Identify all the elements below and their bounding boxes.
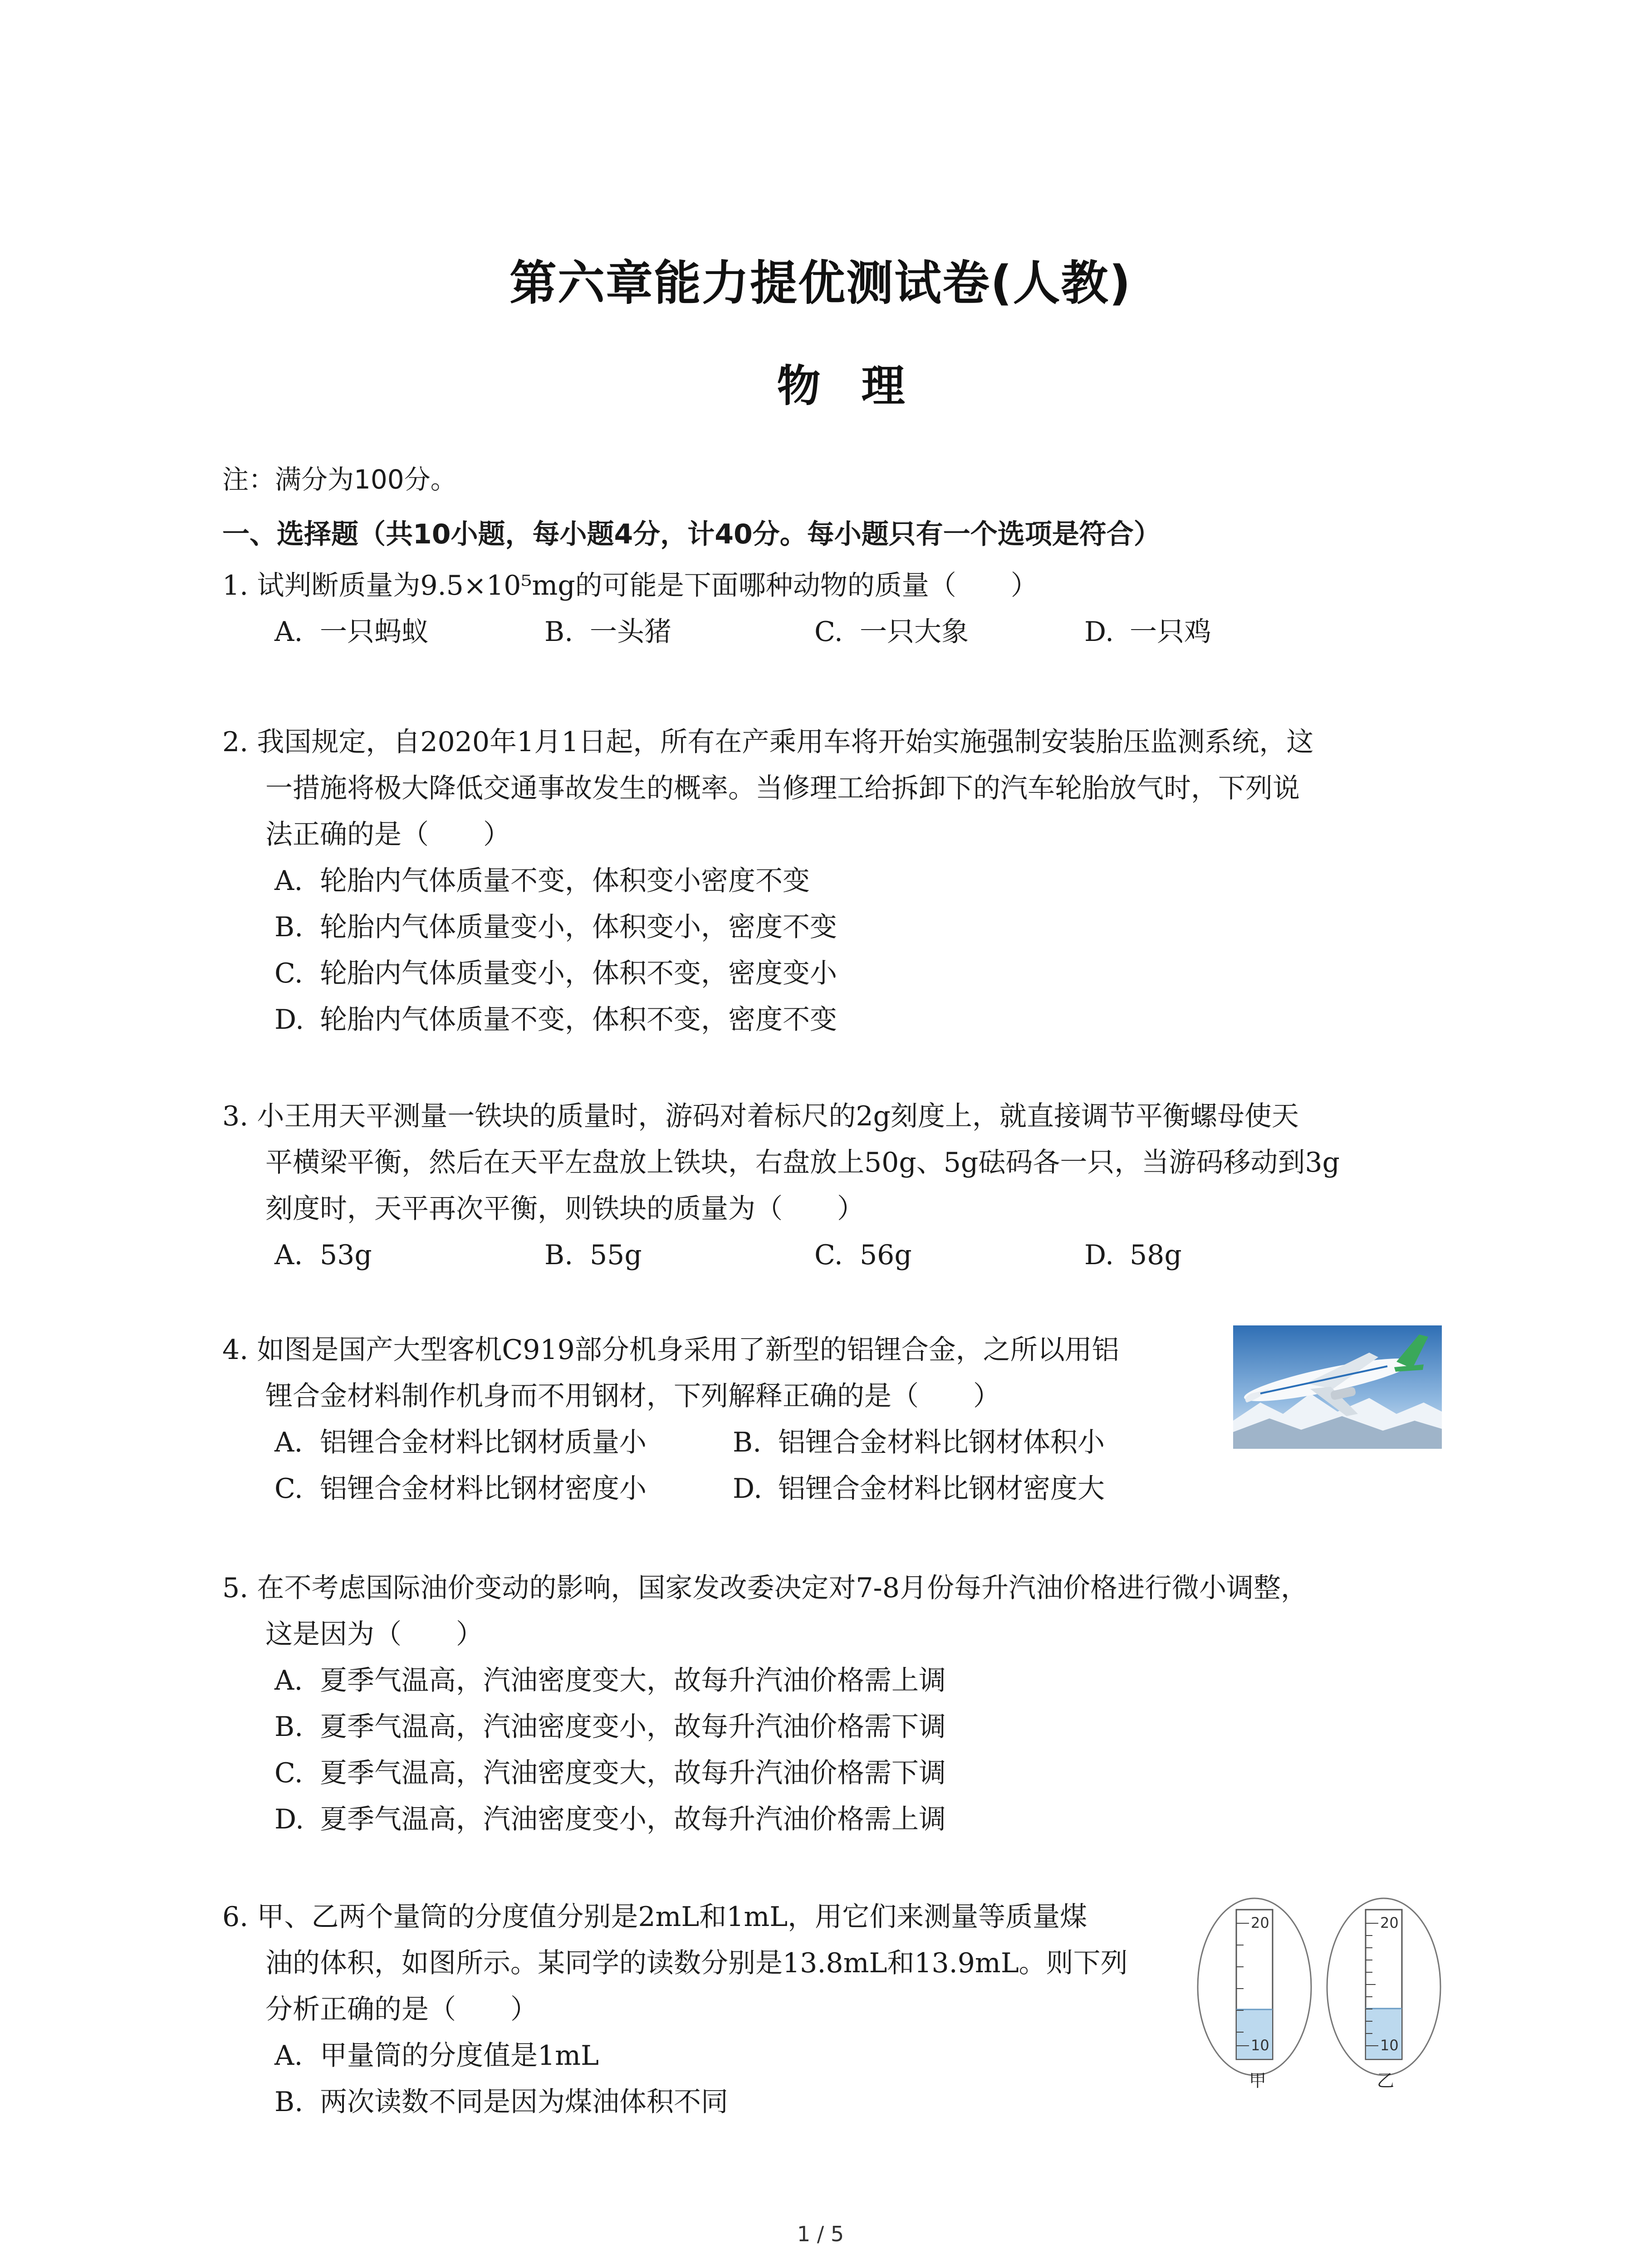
option-d: D. 一只鸡 bbox=[1084, 616, 1211, 648]
options-row bbox=[222, 609, 1354, 655]
options-row bbox=[222, 1419, 1191, 1466]
exam-title: 第六章能力提优测试卷(人教) bbox=[509, 255, 1132, 311]
question-stem bbox=[222, 1093, 1354, 1232]
stem-line: 一措施将极大降低交通事故发生的概率。当修理工给拆卸下的汽车轮胎放气时，下列说 bbox=[265, 772, 1300, 804]
stem-line: 这是因为（ ） bbox=[265, 1618, 483, 1650]
option-b: B. 一头猪 bbox=[544, 616, 671, 648]
option-d: D. 夏季气温高，汽油密度变小，故每升汽油价格需上调 bbox=[274, 1804, 946, 1835]
question-stem bbox=[222, 719, 1313, 858]
option-d: D. 铝锂合金材料比钢材密度大 bbox=[733, 1473, 1105, 1505]
option-b: B. 铝锂合金材料比钢材体积小 bbox=[733, 1427, 1105, 1458]
option-d: D. 轮胎内气体质量不变，体积不变，密度不变 bbox=[274, 1004, 837, 1036]
option-c: C. 夏季气温高，汽油密度变大，故每升汽油价格需下调 bbox=[274, 1757, 946, 1789]
option-a: A. 铝锂合金材料比钢材质量小 bbox=[274, 1427, 647, 1458]
option-b: B. 夏季气温高，汽油密度变小，故每升汽油价格需下调 bbox=[274, 1711, 946, 1743]
options-row bbox=[222, 1232, 1354, 1278]
question-stem bbox=[222, 1565, 1308, 1657]
option-d: D. 58g bbox=[1084, 1239, 1182, 1271]
option-c: C. 轮胎内气体质量变小，体积不变，密度变小 bbox=[274, 958, 837, 989]
options-row bbox=[222, 1466, 1191, 1512]
stem-line: 甲、乙两个量筒的分度值分别是2mL和1mL，用它们来测量等质量煤 bbox=[257, 1901, 1087, 1933]
question-number: 4. bbox=[222, 1334, 249, 1366]
cylinder-label-yi: 乙 bbox=[1377, 2071, 1395, 2091]
option-a: A. 夏季气温高，汽油密度变大，故每升汽油价格需上调 bbox=[274, 1665, 946, 1696]
stem-line: 油的体积，如图所示。某同学的读数分别是13.8mL和13.9mL。则下列 bbox=[265, 1947, 1128, 1979]
tick-label: 10 bbox=[1251, 2037, 1269, 2054]
option-b: B. 两次读数不同是因为煤油体积不同 bbox=[274, 2086, 728, 2118]
stem-line: 平横梁平衡，然后在天平左盘放上铁块，右盘放上50g、5g砝码各一只，当游码移动到3g bbox=[265, 1147, 1340, 1178]
question-stem bbox=[222, 562, 1354, 609]
question-2 bbox=[222, 719, 1313, 1043]
option-a: A. 轮胎内气体质量不变，体积变小密度不变 bbox=[274, 865, 810, 897]
question-1 bbox=[222, 562, 1354, 655]
question-6 bbox=[222, 1894, 1128, 2125]
question-number: 5. bbox=[222, 1572, 249, 1604]
question-5 bbox=[222, 1565, 1308, 1843]
question-number: 6. bbox=[222, 1901, 249, 1933]
option-c: C. 铝锂合金材料比钢材密度小 bbox=[274, 1473, 647, 1505]
subject-heading: 物理 bbox=[777, 361, 946, 411]
question-3 bbox=[222, 1093, 1354, 1278]
stem-line: 我国规定，自2020年1月1日起，所有在产乘用车将开始实施强制安装胎压监测系统，这 bbox=[257, 726, 1314, 758]
question-stem bbox=[222, 1894, 1128, 2033]
option-b: B. 55g bbox=[544, 1239, 642, 1271]
stem-line: 试判断质量为9.5×10⁵mg的可能是下面哪种动物的质量（ ） bbox=[257, 570, 1038, 601]
tick-label: 20 bbox=[1251, 1914, 1269, 1931]
stem-line: 刻度时，天平再次平衡，则铁块的质量为（ ） bbox=[265, 1193, 864, 1225]
cylinder-jia bbox=[1198, 1898, 1311, 2091]
options-list bbox=[222, 1657, 1308, 1843]
stem-line: 在不考虑国际油价变动的影响，国家发改委决定对7-8月份每升汽油价格进行微小调整， bbox=[257, 1572, 1308, 1604]
question-number: 2. bbox=[222, 726, 249, 758]
question-number: 1. bbox=[222, 570, 249, 601]
option-c: C. 一只大象 bbox=[814, 616, 969, 648]
question-number: 3. bbox=[222, 1100, 249, 1132]
c919-airplane-image bbox=[1233, 1325, 1442, 1449]
tick-label: 10 bbox=[1380, 2037, 1399, 2054]
option-c: C. 56g bbox=[814, 1239, 912, 1271]
cylinder-yi bbox=[1327, 1898, 1440, 2091]
stem-line: 法正确的是（ ） bbox=[265, 819, 510, 850]
option-a: A. 53g bbox=[274, 1239, 372, 1271]
stem-line: 小王用天平测量一铁块的质量时，游码对着标尺的2g刻度上，就直接调节平衡螺母使天 bbox=[257, 1100, 1299, 1132]
cylinder-label-jia: 甲 bbox=[1249, 2071, 1267, 2091]
option-b: B. 轮胎内气体质量变小，体积变小，密度不变 bbox=[274, 911, 837, 943]
section-heading: 一、选择题（共10小题，每小题4分，计40分。每小题只有一个选项是符合） bbox=[222, 518, 1161, 550]
question-4 bbox=[222, 1327, 1191, 1512]
options-list bbox=[222, 2033, 1128, 2125]
option-a: A. 一只蚂蚁 bbox=[274, 616, 429, 648]
tick-label: 20 bbox=[1380, 1914, 1399, 1931]
stem-line: 锂合金材料制作机身而不用钢材，下列解释正确的是（ ） bbox=[265, 1380, 1000, 1412]
stem-line: 如图是国产大型客机C919部分机身采用了新型的铝锂合金，之所以用铝 bbox=[257, 1334, 1119, 1366]
options-list bbox=[222, 858, 1313, 1043]
measuring-cylinders-figure bbox=[1195, 1892, 1450, 2091]
stem-line: 分析正确的是（ ） bbox=[265, 1994, 538, 2025]
page-number: 1 / 5 bbox=[797, 2222, 844, 2246]
question-stem bbox=[222, 1327, 1191, 1419]
option-a: A. 甲量筒的分度值是1mL bbox=[274, 2040, 599, 2072]
score-note: 注：满分为100分。 bbox=[222, 464, 457, 495]
